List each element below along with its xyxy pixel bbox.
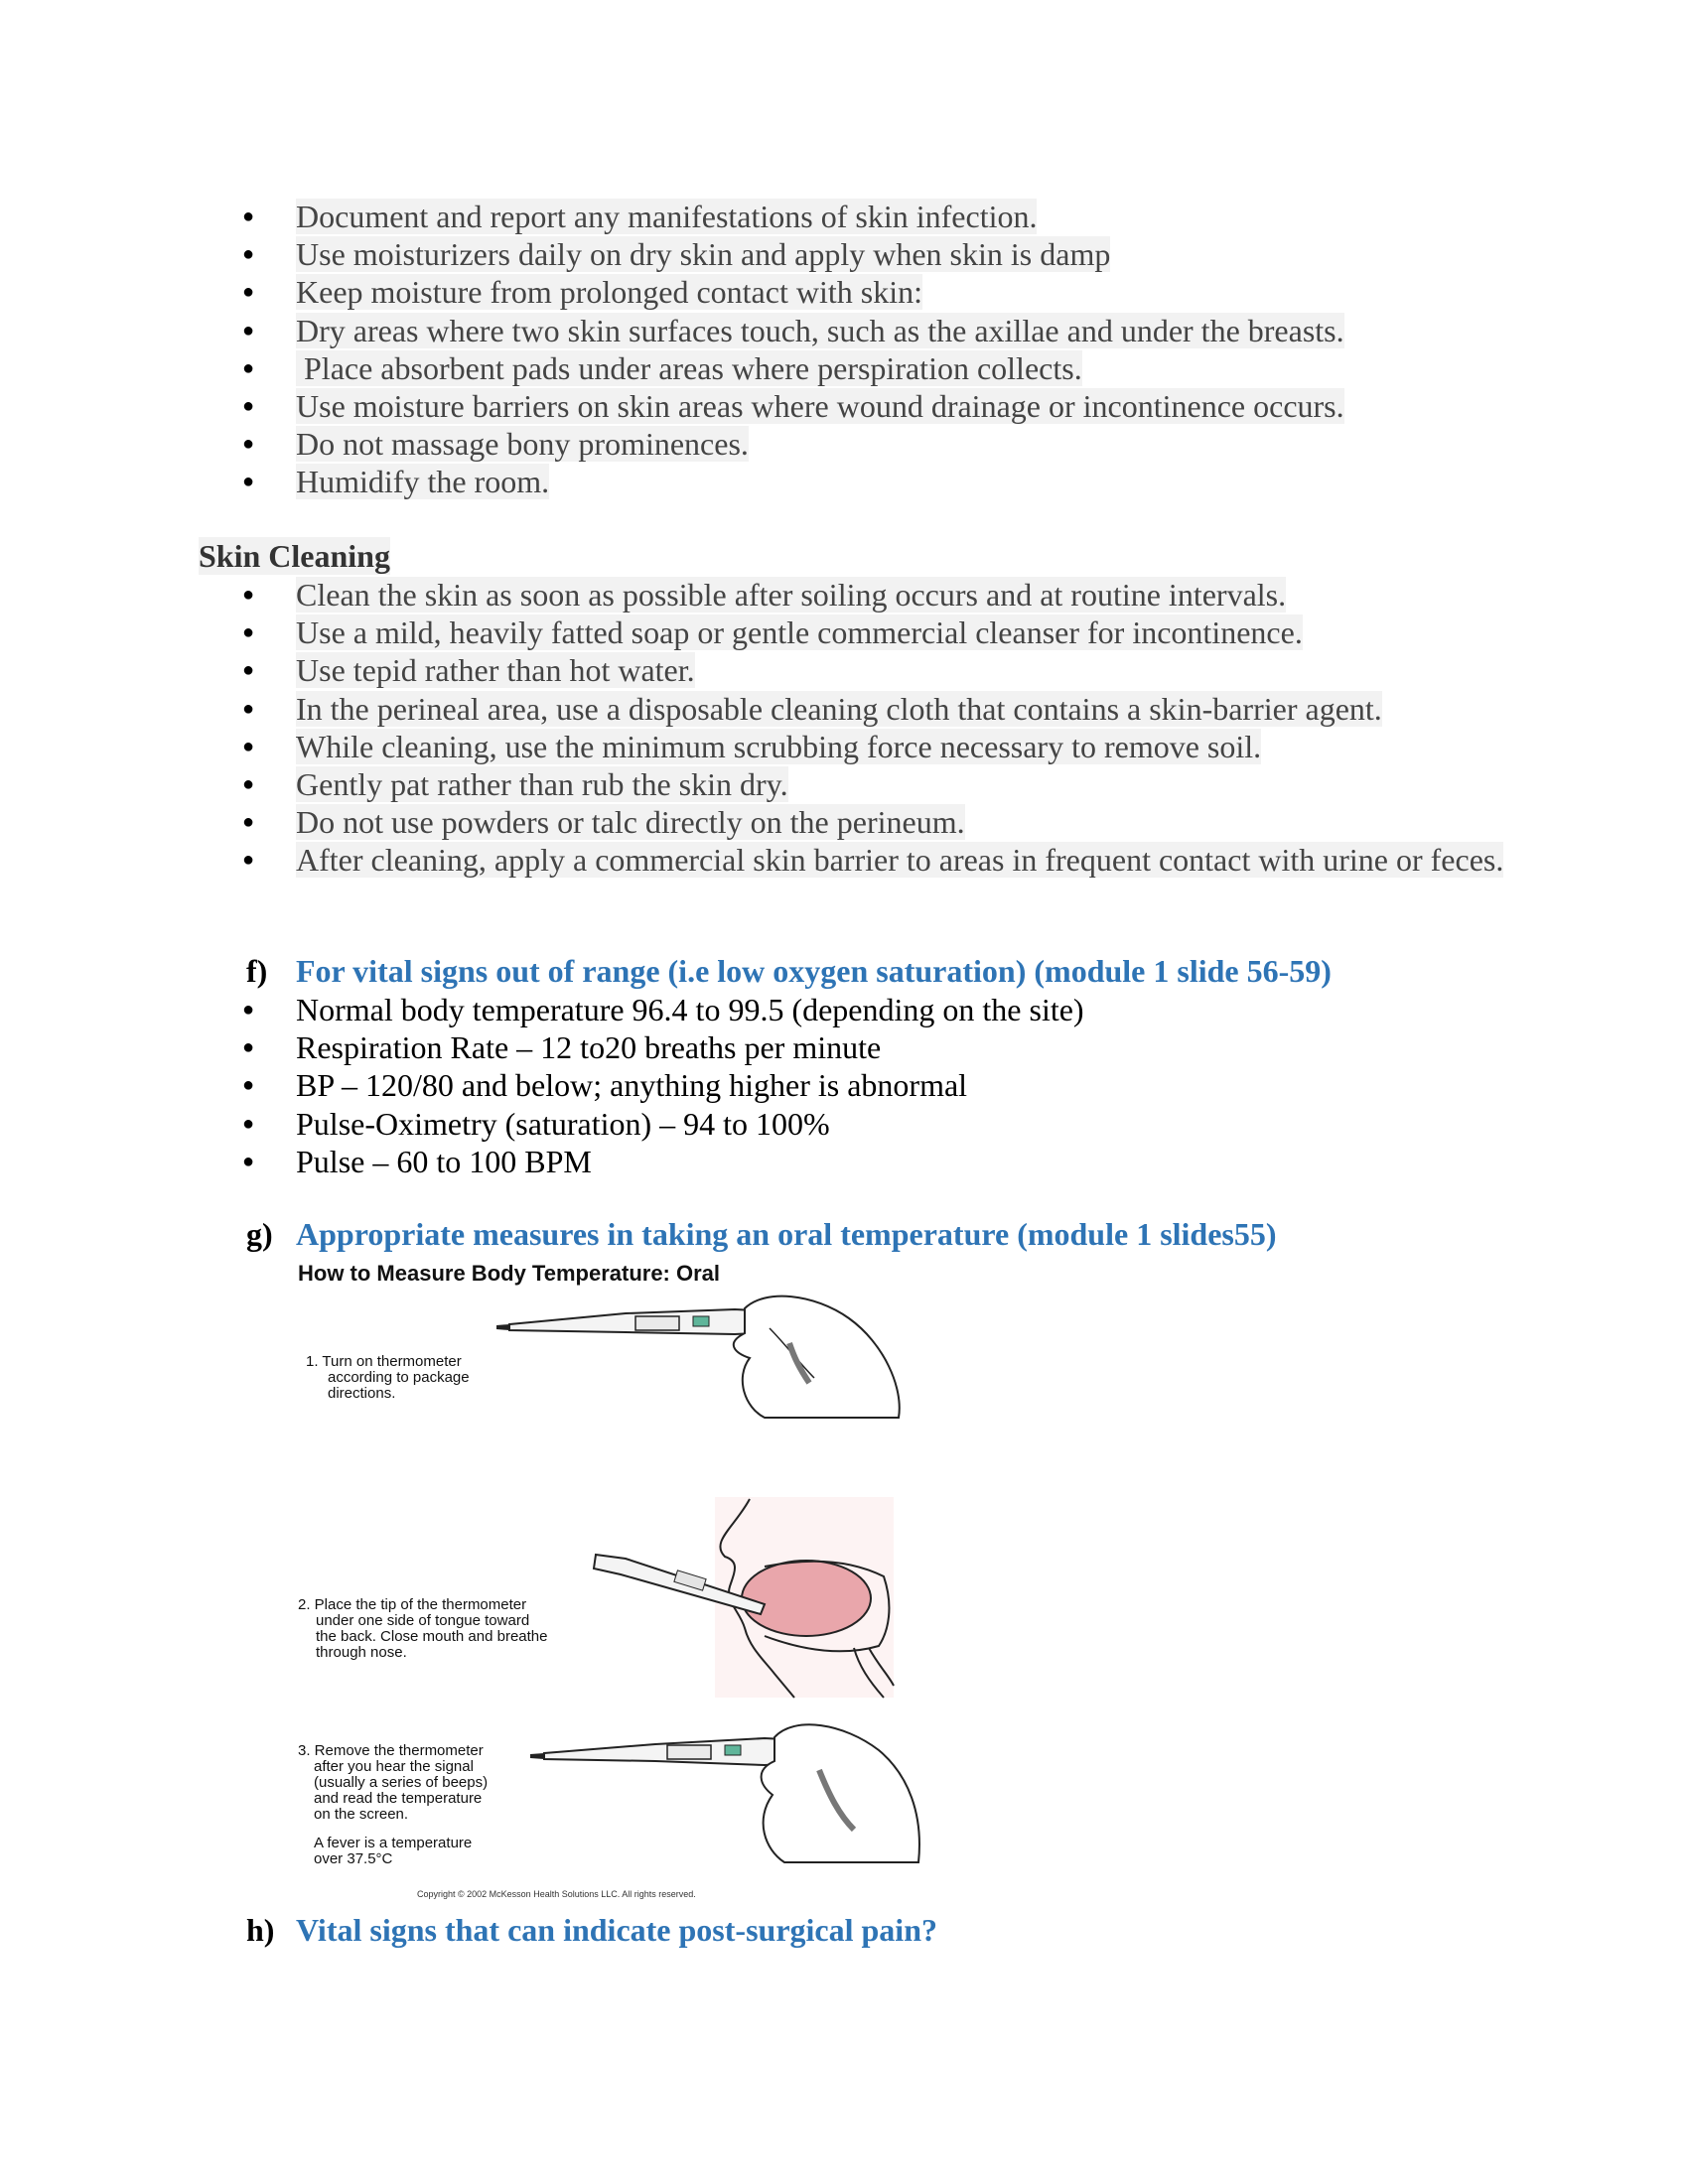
section-f-label: f) bbox=[246, 953, 268, 989]
list-item: ● Document and report any manifestations of skin infection. bbox=[238, 198, 1529, 235]
svg-text:after you hear the signal: after you hear the signal bbox=[314, 1758, 474, 1775]
skin-cleaning-list bbox=[238, 576, 1529, 880]
list-item: ● Do not use powders or talc directly on the perineum. bbox=[238, 803, 1529, 841]
list-item: ● In the perineal area, use a disposable cleaning cloth that contains a skin-barrier agent. bbox=[238, 690, 1529, 728]
list-item: ● Do not massage bony prominences. bbox=[238, 425, 1529, 463]
list-item: ● Respiration Rate – 12 to20 breaths per minute bbox=[238, 1028, 1529, 1066]
list-item: ● Use a mild, heavily fatted soap or gentle commercial cleanser for incontinence. bbox=[238, 614, 1529, 651]
section-h-label: h) bbox=[246, 1912, 275, 1948]
list-item: ● While cleaning, use the minimum scrubbing force necessary to remove soil. bbox=[238, 728, 1529, 765]
section-h-heading bbox=[246, 1911, 937, 1949]
list-item: ● Keep moisture from prolonged contact with skin: bbox=[238, 273, 1529, 311]
svg-text:the back. Close mouth and brea: the back. Close mouth and breathe bbox=[316, 1628, 548, 1645]
step-2-text bbox=[298, 1596, 547, 1661]
svg-text:on the screen.: on the screen. bbox=[314, 1806, 409, 1823]
svg-text:2. Place the tip of the thermo: 2. Place the tip of the thermometer bbox=[298, 1596, 527, 1613]
diagram-title: How to Measure Body Temperature: Oral bbox=[298, 1261, 721, 1286]
skin-cleaning-heading: Skin Cleaning bbox=[199, 538, 390, 574]
svg-text:over 37.5°C: over 37.5°C bbox=[314, 1850, 393, 1867]
section-f-title: For vital signs out of range (i.e low oxygen saturation) (module 1 slide 56-59) bbox=[296, 953, 1332, 989]
svg-text:1. Turn on thermometer: 1. Turn on thermometer bbox=[306, 1353, 462, 1370]
list-item: ● After cleaning, apply a commercial skin barrier to areas in frequent contact with urine or feces. bbox=[238, 841, 1529, 879]
list-item: ● Place absorbent pads under areas where perspiration collects. bbox=[238, 349, 1529, 387]
list-item: ● Use moisture barriers on skin areas where wound drainage or incontinence occurs. bbox=[238, 387, 1529, 425]
list-item: ● Normal body temperature 96.4 to 99.5 (depending on the site) bbox=[238, 991, 1529, 1028]
list-item: ● Use tepid rather than hot water. bbox=[238, 651, 1529, 689]
section-f-heading bbox=[246, 952, 1332, 990]
svg-text:(usually a series of beeps): (usually a series of beeps) bbox=[314, 1774, 489, 1791]
list-item: ● Clean the skin as soon as possible after soiling occurs and at routine intervals. bbox=[238, 576, 1529, 614]
section-g-heading bbox=[246, 1215, 1277, 1253]
svg-text:and read the temperature: and read the temperature bbox=[314, 1790, 483, 1807]
section-g-label: g) bbox=[246, 1216, 273, 1252]
list-item: ● Humidify the room. bbox=[238, 463, 1529, 500]
step-1-text bbox=[306, 1353, 470, 1402]
svg-text:under one side of tongue towar: under one side of tongue toward bbox=[316, 1612, 530, 1629]
svg-text:A fever is a temperature: A fever is a temperature bbox=[314, 1835, 473, 1851]
thermometer-hand-illustration-3 bbox=[530, 1724, 919, 1862]
list-item: ● Use moisturizers daily on dry skin and apply when skin is damp bbox=[238, 235, 1529, 273]
svg-text:through nose.: through nose. bbox=[316, 1644, 407, 1661]
list-item: ● Dry areas where two skin surfaces touch, such as the axillae and under the breasts. bbox=[238, 312, 1529, 349]
list-item: ● BP – 120/80 and below; anything higher is abnormal bbox=[238, 1066, 1529, 1104]
oral-temperature-diagram bbox=[298, 1259, 943, 1924]
list-item: ● Pulse – 60 to 100 BPM bbox=[238, 1143, 1529, 1180]
list-item: ● Pulse-Oximetry (saturation) – 94 to 100% bbox=[238, 1105, 1529, 1143]
mouth-profile-illustration bbox=[594, 1497, 894, 1698]
svg-text:3. Remove the thermometer: 3. Remove the thermometer bbox=[298, 1742, 484, 1759]
diagram-copyright: Copyright © 2002 McKesson Health Solutions LLC. All rights reserved. bbox=[417, 1889, 696, 1899]
section-h-title: Vital signs that can indicate post-surgical pain? bbox=[296, 1912, 937, 1948]
svg-text:according to package: according to package bbox=[328, 1369, 470, 1386]
skin-care-list bbox=[238, 198, 1529, 501]
svg-text:directions.: directions. bbox=[328, 1385, 396, 1402]
list-item: ● Gently pat rather than rub the skin dry. bbox=[238, 765, 1529, 803]
thermometer-hand-illustration-1 bbox=[496, 1297, 900, 1418]
vital-signs-list bbox=[238, 991, 1529, 1180]
section-g-title: Appropriate measures in taking an oral temperature (module 1 slides55) bbox=[296, 1216, 1277, 1252]
step-3-text bbox=[298, 1742, 488, 1867]
